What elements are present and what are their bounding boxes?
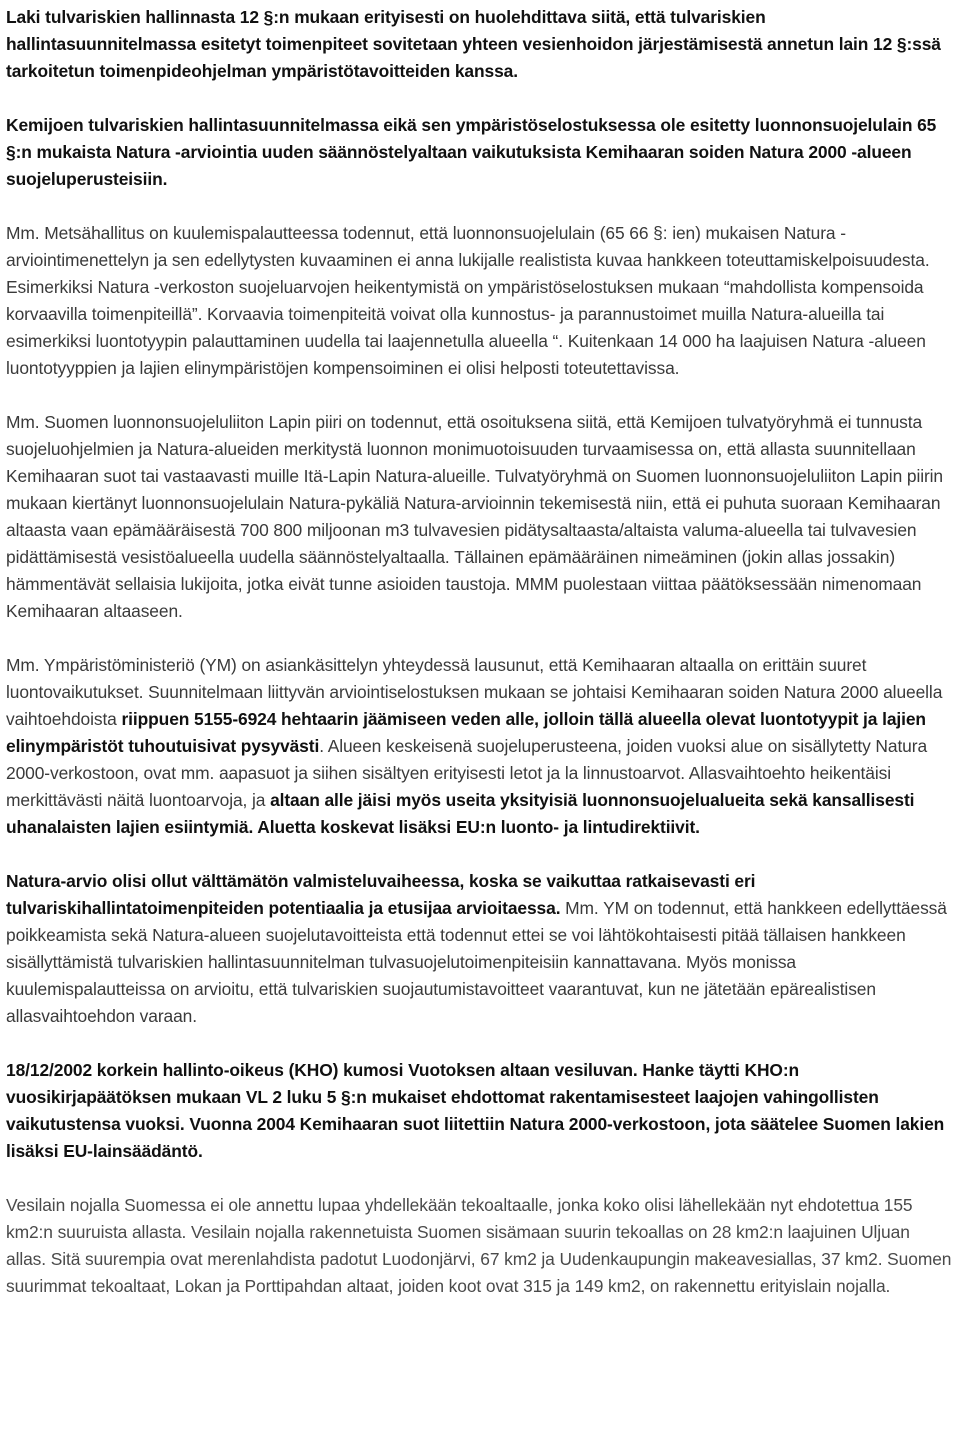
- sentence: Allasvaihtoehto heikentäisi merkittävästi näitä luontoarvoja, ja: [6, 763, 891, 810]
- sentence: Mm. YM on todennut, että hankkeen edellyttäessä poikkeamista sekä Natura-alueen suojelutavoitteista että todennut ettei se voi lähtökohtaisesti pitää tällaisen hankkeen sisällyttämistä tulvariskien hallintasuunnitelman tulvasuojelutoimenpiteisiin kannattavana.: [6, 898, 947, 972]
- paragraph-natura-arvio: [6, 868, 954, 1030]
- bold-phrase: altaan alle jäisi myös useita yksityisiä luonnonsuojelualueita sekä kansallisesti uhanalaisten lajien esiintymiä. Aluetta koskevat lisäksi EU:n luonto- ja lintudirektiivit.: [6, 790, 915, 837]
- sentence-end: .: [319, 736, 324, 756]
- sentence: Tulvatyöryhmä on Suomen luonnonsuojeluliiton Lapin piirin mukaan kiertänyt luonnonsuojelulain Natura-pykäliä Natura-arvioinnin tekemisestä niin, että ei puhuta suoraan Kemihaaran altaasta vaan epämääräisestä 700 800 miljoonan m3 tulvavesien pidätysaltaasta/altaista valuma-alueella tai tulvavesien pidättämisestä vesistöalueella uudella säännöstelyaltaalla.: [6, 466, 944, 567]
- sentence: Suunnitelmaan liittyvän arviointiselostuksen mukaan se johtaisi Kemihaaran soiden Natura 2000 alueella vaihtoehdoista: [6, 682, 943, 729]
- sentence: MMM puolestaan viittaa päätöksessään nimenomaan Kemihaaran altaaseen.: [6, 574, 922, 621]
- paragraph-vesilaki: Vesilain nojalla Suomessa ei ole annettu lupaa yhdellekään tekoaltaalle, jonka koko olisi lähellekään nyt ehdotettua 155 km2:n suuruista allasta. Vesilain nojalla rakennetuista Suomen sisämaan suurin tekoallas on 28 km2:n laajuinen Uljuan allas. Sitä suurempia ovat merenlahdista padotut Luodonjärvi, 67 km2 ja Uudenkaupungin makeavesiallas, 37 km2. Suomen suurimmat tekoaltaat, Lokan ja Porttipahdan altaat, joiden koot ovat 315 ja 149 km2, on rakennettu erityislain nojalla.: [6, 1195, 952, 1296]
- sentence: Tällainen epämääräinen nimeäminen (jokin allas jossakin) hämmentävät sellaisia lukijoita, jotka eivät tunne asioiden taustoja.: [6, 547, 896, 594]
- sentence: Mm. Metsähallitus on kuulemispalautteessa todennut, että luonnonsuojelulain (65 66 §: ien) mukaisen Natura -arviointimenettelyn ja sen edellytysten kuvaaminen ei anna lukijalle realistista kuvaa hankkeen toteuttamiskelpoisuudesta.: [6, 223, 930, 270]
- sentence: Kuitenkaan 14 000 ha laajuisen Natura -alueen luontotyyppien ja lajien elinympäristöjen kompensoiminen ei olisi helposti toteutettavissa.: [6, 331, 926, 378]
- bold-phrase: riippuen 5155-6924 hehtaarin jäämiseen veden alle, jolloin tällä alueella olevat luontotyypit ja lajien elinympäristöt tuhoutuisivat pysyvästi: [6, 709, 926, 756]
- paragraph-ymparistoministerio: [6, 652, 954, 841]
- paragraph-metsahallitus: [6, 220, 954, 382]
- sentence: Myös monissa kuulemispalautteissa on arvioitu, että tulvariskien suojautumistavoitteet vaarantuvat, kun ne jätetään epärealistisen allasvaihtoehdon varaan.: [6, 952, 876, 1026]
- sentence: Mm. Suomen luonnonsuojeluliiton Lapin piiri on todennut, että osoituksena siitä, että Kemijoen tulvatyöryhmä ei tunnusta suojeluohjelmien ja Natura-alueiden merkitystä luonnon monimuotoisuuden turvaamisessa on, että allasta suunnitellaan Kemihaaran suot tai vastaavasti muille Itä-Lapin Natura-alueille.: [6, 412, 923, 486]
- sentence: Esimerkiksi Natura -verkoston suojeluarvojen heikentymistä on ympäristöselostuksen mukaan “mahdollista kompensoida korvaavilla toimenpiteillä”.: [6, 277, 924, 324]
- paragraph-kemijoki-plan: Kemijoen tulvariskien hallintasuunnitelmassa eikä sen ympäristöselostuksessa ole esitetty luonnonsuojelulain 65 §:n mukaista Natura -arviointia uuden säännöstelyaltaan vaikutuksista Kemihaaran soiden Natura 2000 -alueen suojeluperusteisiin.: [6, 115, 937, 189]
- bold-phrase: Natura-arvio olisi ollut välttämätön valmisteluvaiheessa, koska se vaikuttaa ratkaisevasti eri tulvariskihallintatoimenpiteiden potentiaalia ja etusijaa arvioitaessa.: [6, 871, 756, 918]
- sentence: Mm. Ympäristöministeriö (YM) on asiankäsittelyn yhteydessä lausunut, että Kemihaaran altaalla on erittäin suuret luontovaikutukset.: [6, 655, 867, 702]
- paragraph-luonnonsuojeluliitto: [6, 409, 954, 625]
- paragraph-kho-vuotos: 18/12/2002 korkein hallinto-oikeus (KHO) kumosi Vuotoksen altaan vesiluvan. Hanke täytti KHO:n vuosikirjapäätöksen mukaan VL 2 luku 5 §:n mukaiset ehdottomat rakentamisesteet laajojen vahingollisten vaikutustensa vuoksi. Vuonna 2004 Kemihaaran suot liitettiin Natura 2000-verkostoon, jota säätelee Suomen lakien lisäksi EU-lainsäädäntö.: [6, 1060, 945, 1161]
- paragraph-law-12: Laki tulvariskien hallinnasta 12 §:n mukaan erityisesti on huolehdittava siitä, että tulvariskien hallintasuunnitelmassa esitetyt toimenpiteet sovitetaan yhteen vesienhoidon järjestämisestä annetun lain 12 §:ssä tarkoitetun toimenpideohjelman ympäristötavoitteiden kanssa.: [6, 7, 941, 81]
- sentence: Korvaavia toimenpiteitä voivat olla kunnostus- ja parannustoimet muilla Natura-alueilla tai esimerkiksi luontotyypin palauttaminen uudella tai laajennetulla alueella “.: [6, 304, 885, 351]
- sentence: Alueen keskeisenä suojeluperusteena, joiden vuoksi alue on sisällytetty Natura 2000-verkostoon, ovat mm. aapasuot ja siihen sisältyen erityisesti letot ja la linnustoarvot.: [6, 736, 928, 783]
